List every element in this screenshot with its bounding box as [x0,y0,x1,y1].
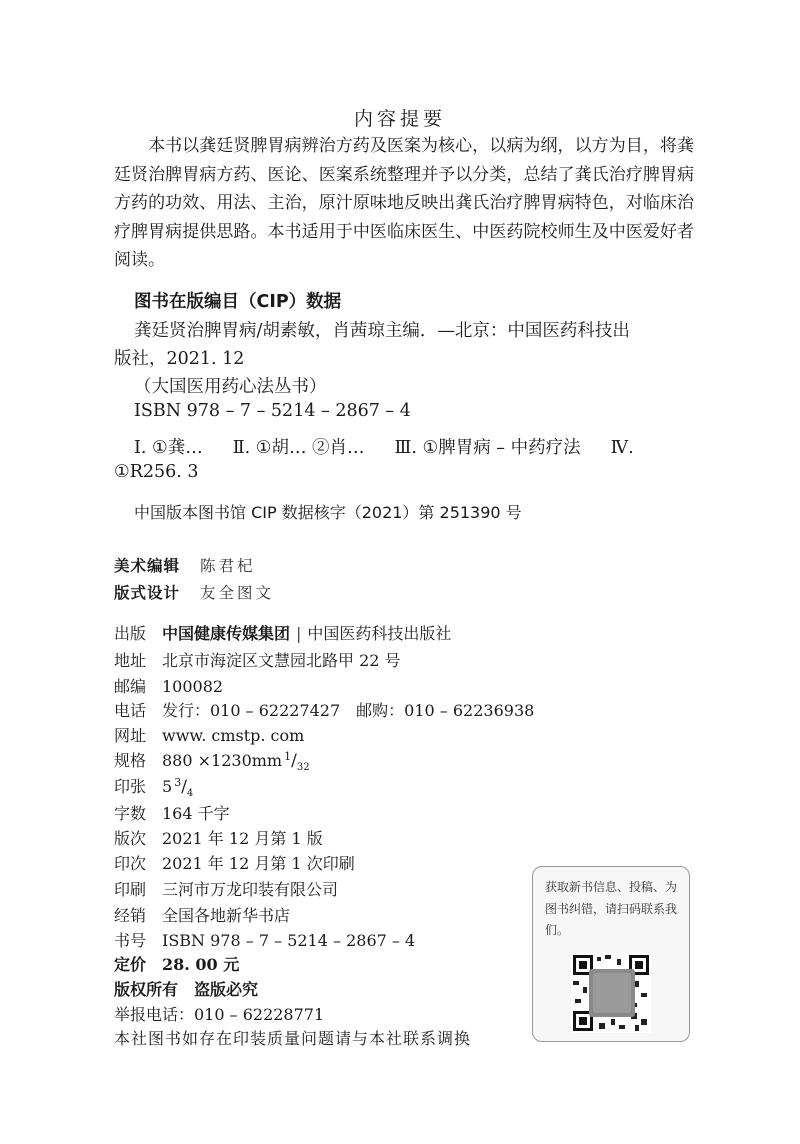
row-value: 164 千字 [162,804,230,823]
page-title: 内容提要 [353,108,446,130]
publisher-row [114,621,451,644]
printer-row [114,877,338,900]
printing-row [114,851,355,874]
cip-classification [134,434,634,459]
row-value: 100082 [162,677,224,696]
abstract-paragraph [114,132,694,275]
row-value: 全国各地新华书店 [162,906,291,925]
quality-notice: 本社图书如存在印装质量问题请与本社联系调换 [114,1029,472,1048]
rights-label: 版权所有 [114,980,179,999]
row-label: 经销 [114,906,147,925]
row-value: 北京市海淀区文慧园北路甲 22 号 [162,651,401,670]
publisher-group: 中国健康传媒集团 [162,624,291,643]
row-value: 2021 年 12 月第 1 版 [162,829,323,848]
cip-classification-cont: ①R256. 3 [114,462,199,482]
format-row [114,748,310,773]
row-label: 印次 [114,854,147,873]
row-label: 书号 [114,931,147,950]
row-value: ISBN 978 – 7 – 5214 – 2867 – 4 [162,931,416,950]
report-phone: 举报电话：010 – 62228771 [114,1005,325,1024]
row-label: 邮编 [114,677,147,696]
price-row [114,952,239,975]
row-label: 印张 [114,777,147,796]
art-editor-row [114,554,256,576]
website-row [114,723,304,746]
cip-publisher-line: 版社，2021. 12 [114,349,245,369]
row-value: 发行：010 – 62227427 邮购：010 – 62236938 [162,701,535,720]
layout-design-row [114,581,274,603]
role-value: 友全图文 [200,584,275,602]
format-slash: / [291,751,297,771]
sheets-slash: / [181,777,187,797]
class-item: Ⅰ. ①龚… [134,438,203,458]
row-label: 定价 [114,955,147,974]
address-row [114,648,401,671]
publisher-separator: | [296,624,302,643]
row-label: 规格 [114,751,147,770]
copyright-row [114,977,258,1000]
row-label: 网址 [114,726,147,745]
class-item: Ⅳ. [610,438,634,458]
role-value: 陈君杞 [200,557,256,575]
qr-code-icon[interactable] [571,953,651,1033]
price-value: 28. 00 元 [162,955,240,974]
sheets-numerator: 3 [174,776,182,789]
sheets-denominator: 4 [186,788,194,799]
row-value: 880 ×1230mm [162,751,283,770]
abstract-text: 本书以龚廷贤脾胃病辨治方药及医案为核心，以病为纲，以方为目，将龚廷贤治脾胃病方药、医论、医案系统整理并予以分类，总结了龚氏治疗脾胃病方药的功效、用法、主治，原汁原味地反映出龚氏治疗脾胃病特色，对临床治疗脾胃病提供思路。本书适用于中医临床医生、中医药院校师生及中医爱好者阅读。 [114,136,694,270]
row-value: 三河市万龙印装有限公司 [162,880,339,899]
row-label: 字数 [114,804,147,823]
role-label: 版式设计 [114,584,181,602]
cip-isbn: ISBN 978 – 7 – 5214 – 2867 – 4 [134,401,411,421]
format-denominator: 32 [296,762,310,773]
row-label: 版次 [114,829,147,848]
format-numerator: 1 [284,750,292,763]
cip-verification: 中国版本图书馆 CIP 数据核字（2021）第 251390 号 [134,503,522,522]
cip-title-line: 龚廷贤治脾胃病/胡素敏，肖茜琼主编．—北京：中国医药科技出 [134,321,630,341]
distributor-row [114,903,290,926]
row-value: 2021 年 12 月第 1 次印刷 [162,854,355,873]
postcode-row [114,674,223,697]
qr-panel [532,866,690,1042]
book-number-row [114,928,415,951]
row-label: 电话 [114,701,147,720]
row-label: 地址 [114,651,147,670]
publisher-name: 中国医药科技出版社 [307,624,452,643]
word-count-row [114,801,230,824]
phone-row [114,698,534,721]
qr-caption: 获取新书信息、投稿、为图书纠错，请扫码联系我们。 [545,880,678,937]
row-label: 出版 [114,624,147,643]
row-value: 5 [162,777,173,796]
row-value: www. cmstp. com [162,726,305,745]
sheets-row [114,774,193,799]
class-item: Ⅱ. ①胡… ②肖… [232,438,365,458]
cip-heading: 图书在版编目（CIP）数据 [134,292,342,312]
row-label: 印刷 [114,880,147,899]
rights-value: 盗版必究 [194,980,259,999]
role-label: 美术编辑 [114,557,181,575]
cip-series: （大国医用药心法丛书） [134,377,327,397]
edition-row [114,826,323,849]
class-item: Ⅲ. ①脾胃病 – 中药疗法 [394,438,581,458]
